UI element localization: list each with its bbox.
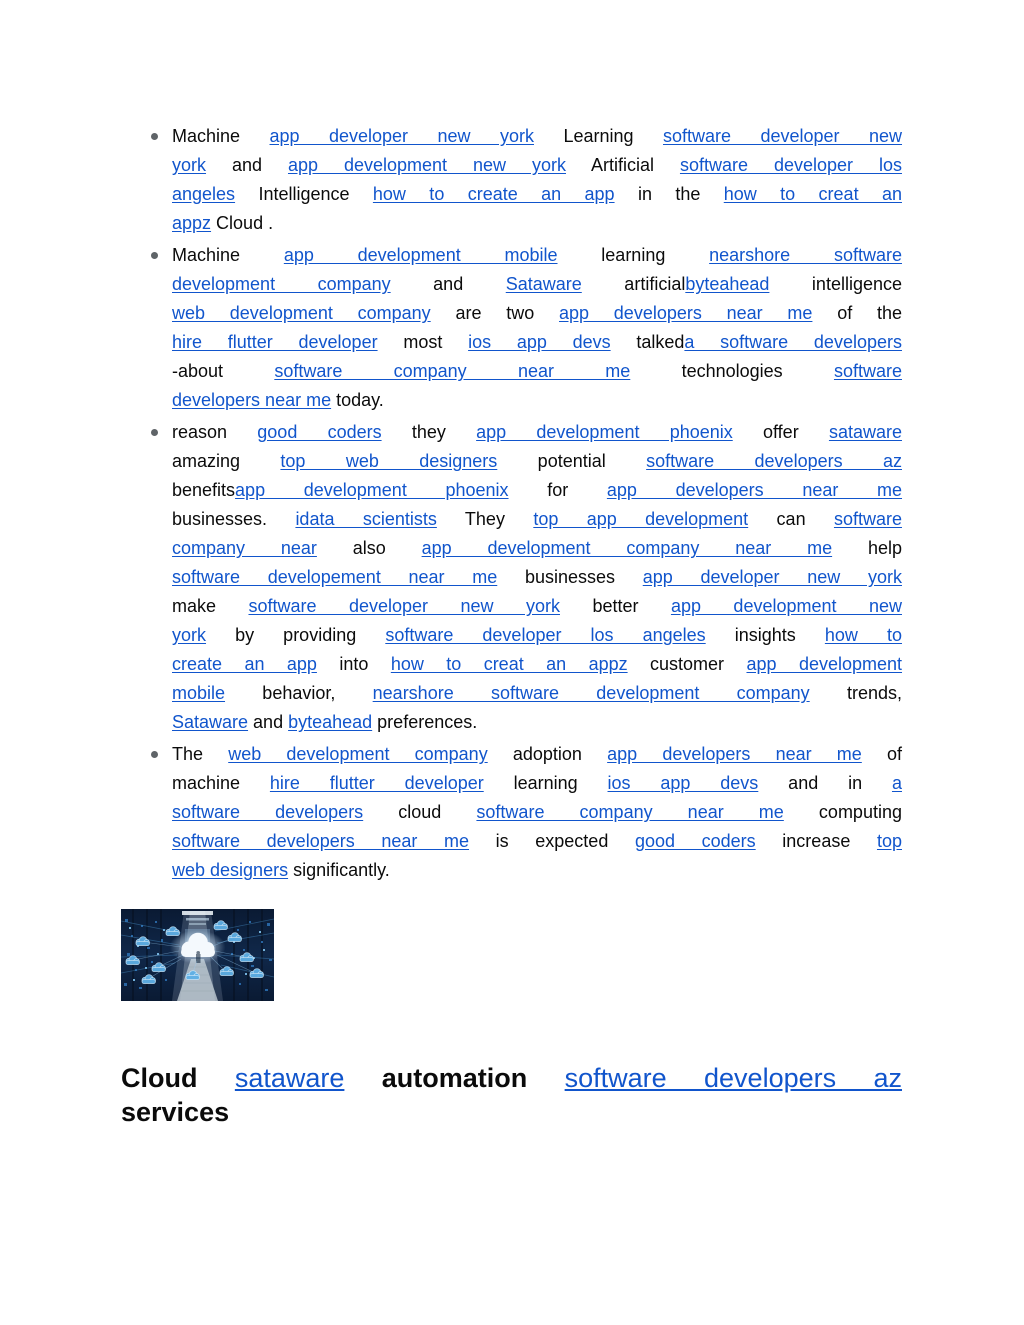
text-line xyxy=(172,621,902,650)
text-link[interactable]: app developers near me xyxy=(607,744,862,764)
text-link[interactable]: web development company xyxy=(228,744,488,764)
text-link[interactable]: york xyxy=(172,625,207,645)
text-line xyxy=(121,1095,902,1129)
text-link[interactable]: app developer new york xyxy=(642,567,902,587)
text-link[interactable]: software xyxy=(833,509,902,529)
text-run: technologies xyxy=(630,361,834,381)
text-link[interactable]: how to creat an appz xyxy=(390,654,628,674)
text-link[interactable]: sataware xyxy=(828,422,902,442)
text-link[interactable]: top web designers xyxy=(280,451,498,471)
text-run: artificial xyxy=(581,274,686,294)
text-link[interactable]: software xyxy=(833,361,902,381)
text-run: adoption xyxy=(487,744,608,764)
text-link[interactable]: app developer new york xyxy=(269,126,534,146)
text-run: today. xyxy=(331,390,384,410)
text-link[interactable]: how to create an app xyxy=(372,184,615,204)
text-link[interactable]: software developers xyxy=(172,802,364,822)
text-line xyxy=(172,180,902,209)
text-link[interactable]: app development new xyxy=(670,596,902,616)
text-link[interactable]: hire flutter developer xyxy=(269,773,484,793)
text-run: offer xyxy=(732,422,829,442)
text-line xyxy=(172,534,902,563)
text-run: amazing xyxy=(172,451,281,471)
text-link[interactable]: ios app devs xyxy=(607,773,759,793)
text-line xyxy=(172,328,902,357)
text-link[interactable]: good coders xyxy=(634,831,756,851)
text-link[interactable]: angeles xyxy=(172,184,236,204)
text-run: are two xyxy=(430,303,559,323)
text-run: trends, xyxy=(809,683,902,703)
text-link[interactable]: software developer los xyxy=(679,155,902,175)
text-run: learning xyxy=(483,773,608,793)
text-link[interactable]: hire flutter developer xyxy=(172,332,378,352)
text-link[interactable]: byteahead xyxy=(288,712,373,732)
text-link[interactable]: app development phoenix xyxy=(476,422,733,442)
text-run: most xyxy=(377,332,469,352)
text-link[interactable]: app developers near me xyxy=(606,480,903,500)
text-link[interactable]: top app development xyxy=(533,509,749,529)
text-line xyxy=(172,299,902,328)
text-run: increase xyxy=(755,831,877,851)
text-run: intelligence xyxy=(769,274,902,294)
text-run: of xyxy=(861,744,903,764)
text-link[interactable]: ios app devs xyxy=(468,332,611,352)
text-line xyxy=(172,270,902,299)
text-link[interactable]: nearshore software development company xyxy=(372,683,810,703)
text-line xyxy=(172,679,902,708)
text-link[interactable]: Sataware xyxy=(505,274,582,294)
text-link[interactable]: york xyxy=(172,155,207,175)
text-run: significantly. xyxy=(288,860,390,880)
text-run: in the xyxy=(614,184,724,204)
bullet-item-1 xyxy=(172,122,902,238)
text-line xyxy=(172,592,902,621)
text-line xyxy=(172,650,902,679)
text-link[interactable]: sataware xyxy=(234,1063,345,1093)
cloud-datacenter-illustration xyxy=(121,909,274,1001)
text-run: is expected xyxy=(469,831,635,851)
text-run: behavior, xyxy=(225,683,373,703)
text-run: help xyxy=(832,538,902,558)
text-line xyxy=(172,740,902,769)
text-link[interactable]: a xyxy=(891,773,902,793)
text-line xyxy=(172,151,902,180)
text-link[interactable]: software developer new york xyxy=(248,596,560,616)
text-run: for xyxy=(508,480,607,500)
text-run: also xyxy=(316,538,422,558)
text-run: make xyxy=(172,596,249,616)
text-link[interactable]: web development company xyxy=(172,303,431,323)
text-link[interactable]: developers near me xyxy=(172,390,332,410)
text-link[interactable]: nearshore software xyxy=(709,245,902,265)
text-link[interactable]: software developers az xyxy=(564,1063,902,1093)
text-run: cloud xyxy=(363,802,477,822)
text-run: customer xyxy=(627,654,747,674)
text-link[interactable]: company near xyxy=(172,538,317,558)
text-link[interactable]: idata scientists xyxy=(295,509,437,529)
text-link[interactable]: app development xyxy=(746,654,903,674)
text-line xyxy=(172,209,902,238)
text-run: reason xyxy=(172,422,258,442)
text-link[interactable]: top xyxy=(876,831,902,851)
text-line xyxy=(172,856,902,885)
text-run: The xyxy=(172,744,229,764)
text-link[interactable]: app development new york xyxy=(287,155,566,175)
text-run: businesses xyxy=(497,567,643,587)
text-link[interactable]: web designers xyxy=(172,860,289,880)
text-line xyxy=(172,386,902,415)
text-link[interactable]: how to xyxy=(824,625,902,645)
bullet-item-4 xyxy=(172,740,902,885)
bullet-item-2 xyxy=(172,241,902,415)
text-line xyxy=(172,769,902,798)
text-run: they xyxy=(381,422,477,442)
text-link[interactable]: software developers az xyxy=(646,451,902,471)
text-link[interactable]: app development mobile xyxy=(283,245,558,265)
text-run: better xyxy=(559,596,671,616)
text-line xyxy=(172,827,902,856)
text-link[interactable]: how to creat an xyxy=(723,184,902,204)
cloud-datacenter-image xyxy=(121,909,274,1001)
text-link[interactable]: software developement near me xyxy=(172,567,498,587)
text-link[interactable]: software company near me xyxy=(274,361,631,381)
text-run: talked xyxy=(610,332,685,352)
text-run: services xyxy=(121,1097,230,1127)
text-link[interactable]: software company near me xyxy=(476,802,784,822)
text-run: Artificial xyxy=(566,155,680,175)
text-line xyxy=(172,241,902,270)
text-run: Cloud . xyxy=(211,213,274,233)
text-link[interactable]: software developers near me xyxy=(172,831,470,851)
text-run: preferences. xyxy=(372,712,478,732)
text-link[interactable]: mobile xyxy=(172,683,226,703)
text-run: -about xyxy=(172,361,275,381)
text-line xyxy=(172,418,902,447)
bullet-item-3 xyxy=(172,418,902,737)
text-link[interactable]: good coders xyxy=(257,422,382,442)
text-run: automation xyxy=(344,1063,565,1093)
text-link[interactable]: a software developers xyxy=(684,332,902,352)
text-line xyxy=(172,563,902,592)
section-heading xyxy=(121,1061,902,1129)
text-line xyxy=(172,708,902,737)
text-run: and xyxy=(248,712,289,732)
text-run: Machine xyxy=(172,126,270,146)
text-line xyxy=(172,357,902,386)
text-line xyxy=(172,476,902,505)
text-run: learning xyxy=(557,245,710,265)
bullet-list xyxy=(121,122,902,885)
text-run: and in xyxy=(758,773,892,793)
text-run: benefits xyxy=(172,480,236,500)
text-link[interactable]: software developer los angeles xyxy=(385,625,706,645)
text-line xyxy=(172,122,902,151)
text-run: machine xyxy=(172,773,270,793)
text-link[interactable]: Sataware xyxy=(172,712,249,732)
text-run: by providing xyxy=(206,625,386,645)
text-run: can xyxy=(748,509,834,529)
text-link[interactable]: software developer new xyxy=(662,126,903,146)
text-line xyxy=(121,1061,902,1095)
text-run: Intelligence xyxy=(235,184,373,204)
text-link[interactable]: app development phoenix xyxy=(235,480,509,500)
text-run: of the xyxy=(812,303,902,323)
text-line xyxy=(172,447,902,476)
text-link[interactable]: development company xyxy=(172,274,391,294)
text-run: potential xyxy=(497,451,647,471)
text-line xyxy=(172,798,902,827)
text-line xyxy=(172,505,902,534)
text-link[interactable]: appz xyxy=(172,213,212,233)
text-run: into xyxy=(316,654,391,674)
text-run: They xyxy=(436,509,534,529)
text-run: insights xyxy=(705,625,825,645)
text-run: and xyxy=(390,274,506,294)
text-run: Machine xyxy=(172,245,284,265)
text-link[interactable]: byteahead xyxy=(685,274,770,294)
text-run: computing xyxy=(783,802,902,822)
text-link[interactable]: app developers near me xyxy=(559,303,813,323)
text-run: and xyxy=(206,155,288,175)
text-run: businesses. xyxy=(172,509,296,529)
text-run: Cloud xyxy=(121,1063,235,1093)
text-run: Learning xyxy=(534,126,663,146)
text-link[interactable]: app development company near me xyxy=(421,538,833,558)
text-link[interactable]: create an app xyxy=(172,654,317,674)
